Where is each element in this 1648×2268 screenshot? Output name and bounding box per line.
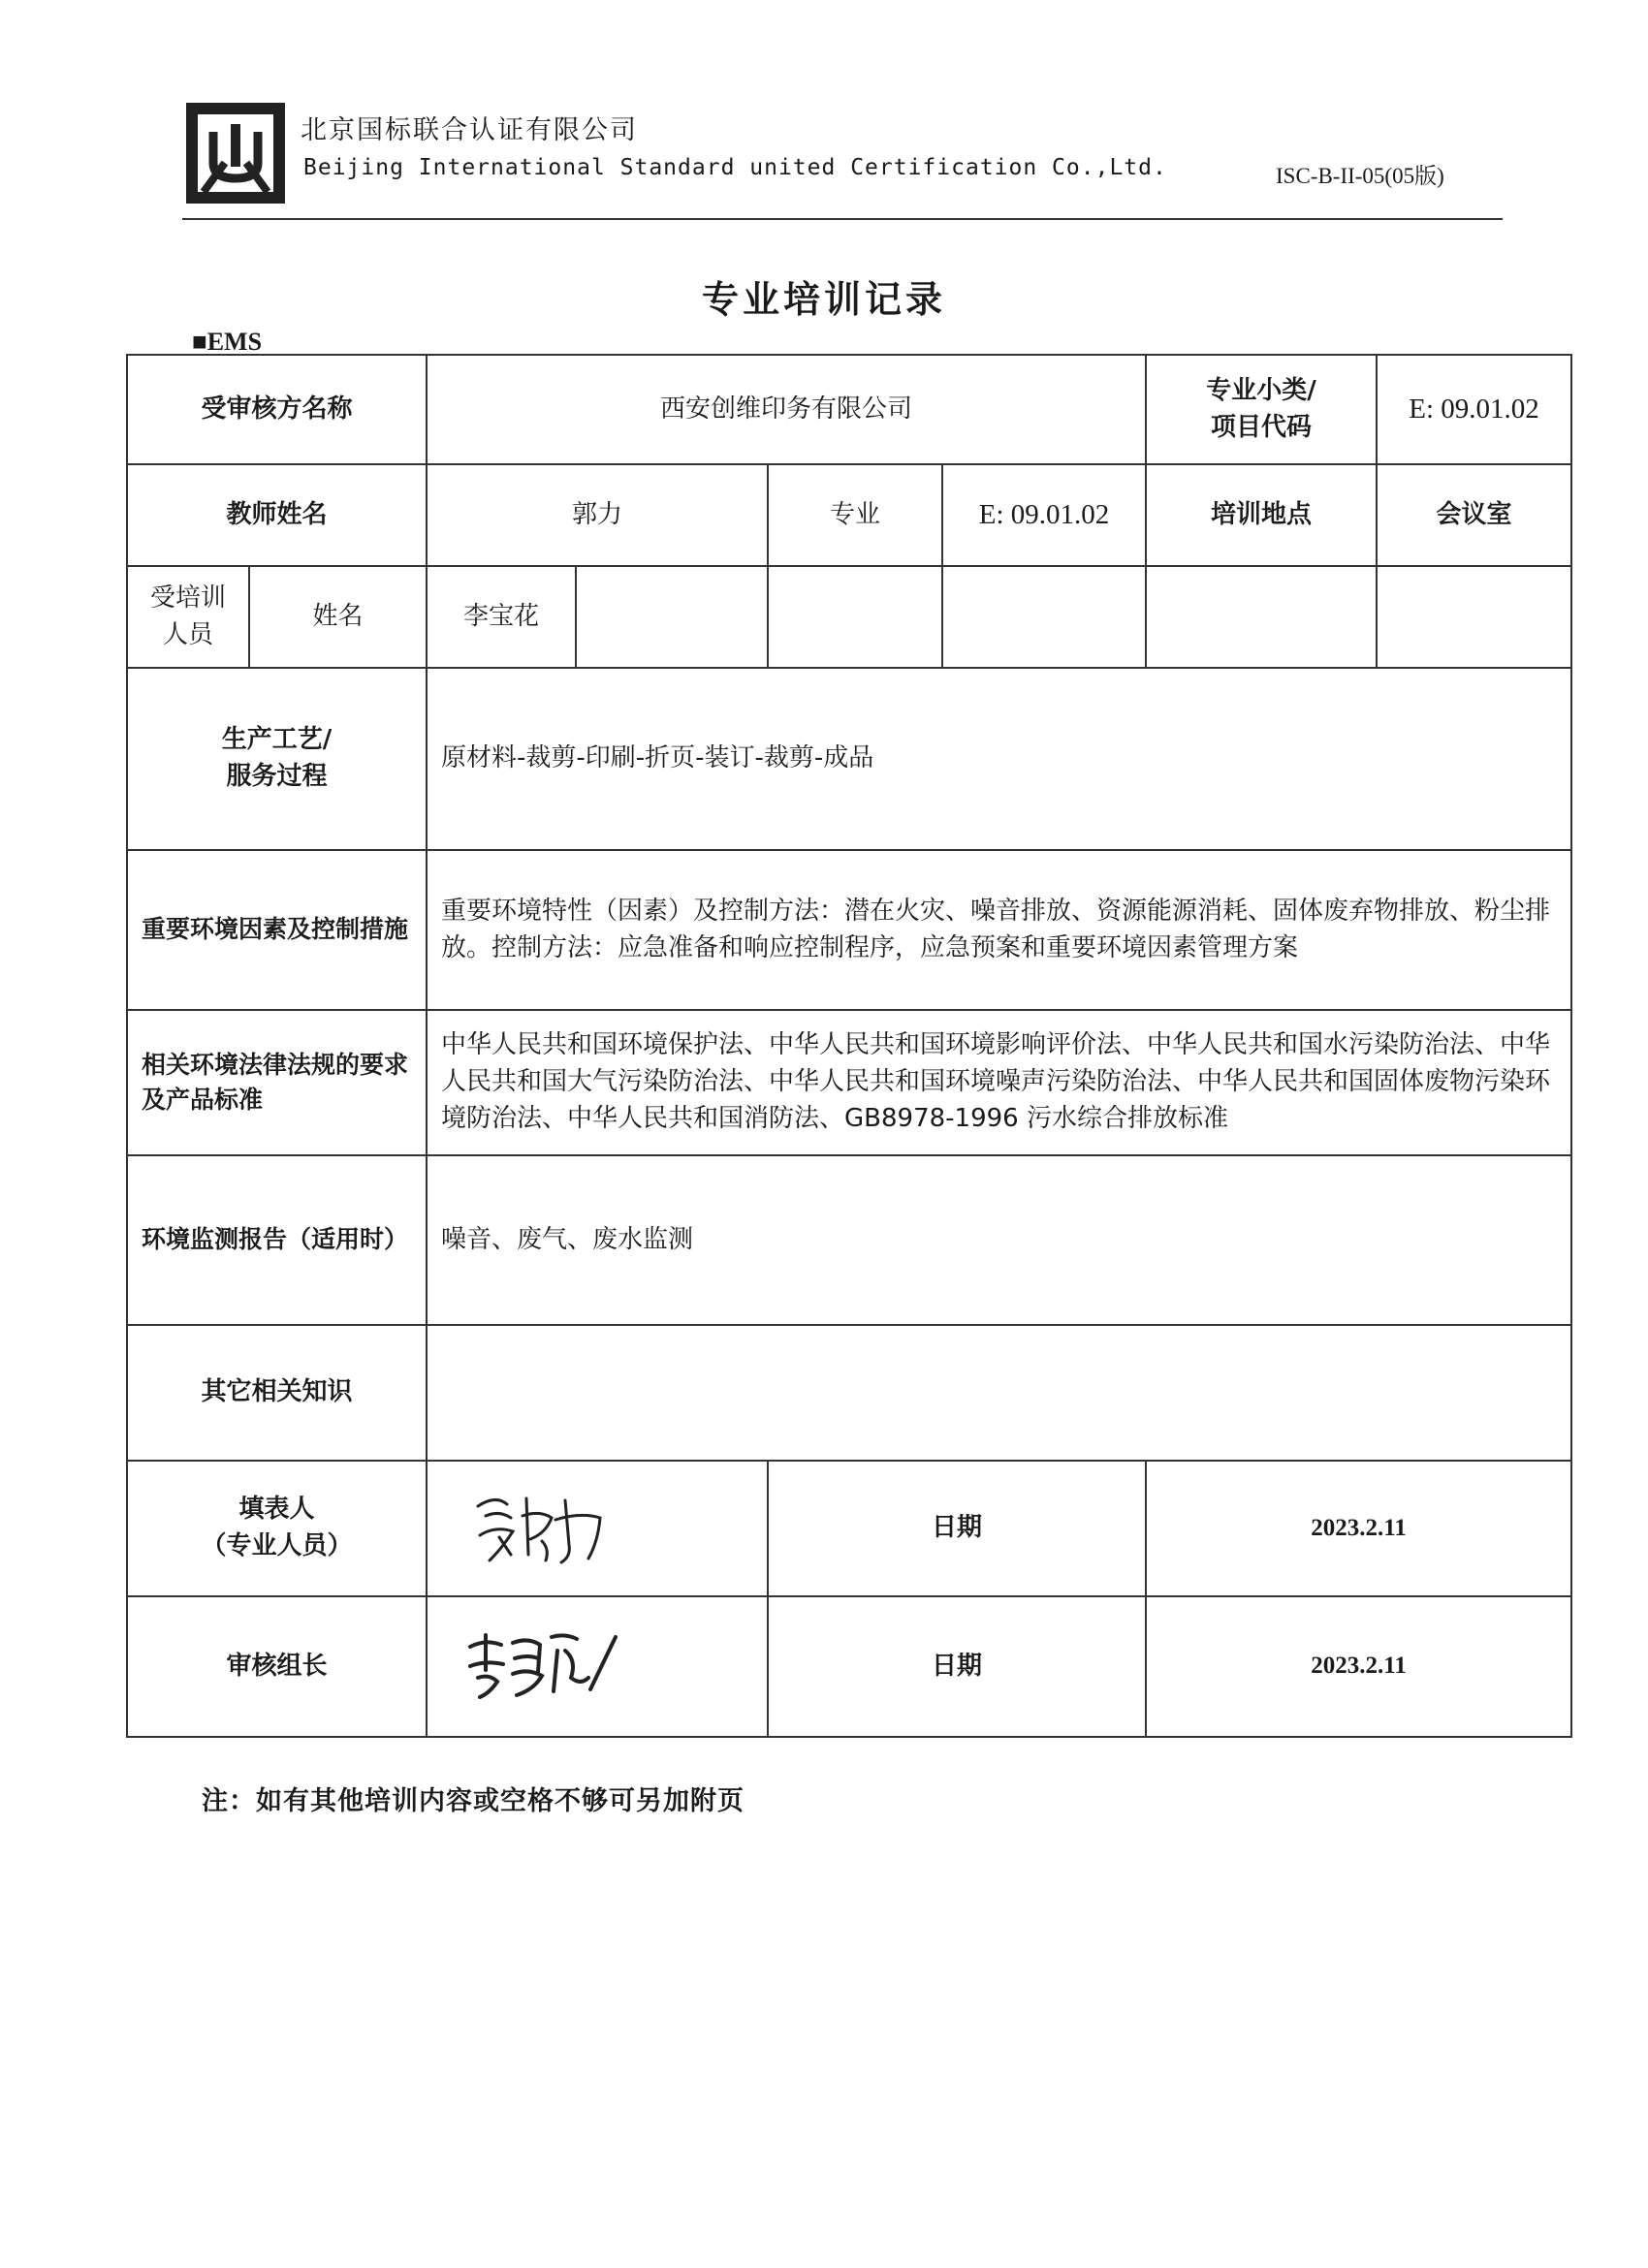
trainee-empty-cell bbox=[1377, 566, 1571, 668]
table-row bbox=[127, 1010, 1571, 1155]
trainee-empty-cell bbox=[942, 566, 1146, 668]
filler-label-line2: （专业人员） bbox=[201, 1531, 353, 1560]
trainee-label-line1: 受培训 bbox=[149, 583, 226, 613]
org-name-cn: 北京国标联合认证有限公司 bbox=[301, 115, 638, 145]
page-title: 专业培训记录 bbox=[701, 278, 946, 321]
name-label: 姓名 bbox=[249, 566, 427, 668]
handwritten-signature bbox=[457, 1618, 621, 1705]
process-label-line1: 生产工艺/ bbox=[221, 725, 333, 755]
leader-signature-cell bbox=[427, 1596, 768, 1737]
table-row bbox=[127, 355, 1571, 464]
trainee-empty-cell bbox=[1146, 566, 1377, 668]
other-value bbox=[427, 1325, 1571, 1461]
table-row bbox=[127, 1596, 1571, 1737]
trainee-empty-cell bbox=[768, 566, 942, 668]
filler-label-line1: 填表人 bbox=[238, 1495, 315, 1525]
subcategory-label-line1: 专业小类/ bbox=[1206, 375, 1316, 405]
location-label: 培训地点 bbox=[1146, 464, 1377, 566]
filler-label bbox=[127, 1461, 427, 1596]
system-tag: ■EMS bbox=[192, 328, 263, 356]
footnote: 注：如有其他培训内容或空格不够可另加附页 bbox=[202, 1786, 745, 1816]
form-code: ISC-B-II-05(05版) bbox=[1276, 164, 1444, 188]
subcategory-value: E: 09.01.02 bbox=[1377, 355, 1571, 464]
trainee-label bbox=[127, 566, 249, 668]
location-value: 会议室 bbox=[1377, 464, 1571, 566]
process-label-line2: 服务过程 bbox=[226, 762, 328, 791]
laws-value: 中华人民共和国环境保护法、中华人民共和国环境影响评价法、中华人民共和国水污染防治法、中华人民共和国大气污染防治法、中华人民共和国环境噪声污染防治法、中华人民共和国固体废物污染环境防治法、中华人民共和国消防法、GB8978-1996 污水综合排放标准 bbox=[427, 1010, 1571, 1155]
auditee-label: 受审核方名称 bbox=[127, 355, 427, 464]
laws-label: 相关环境法律法规的要求及产品标准 bbox=[127, 1010, 427, 1155]
process-label bbox=[127, 668, 427, 850]
subcategory-label bbox=[1146, 355, 1377, 464]
table-row bbox=[127, 1461, 1571, 1596]
date-label: 日期 bbox=[768, 1596, 1146, 1737]
filler-date: 2023.2.11 bbox=[1146, 1461, 1571, 1596]
teacher-value: 郭力 bbox=[427, 464, 768, 566]
major-label: 专业 bbox=[768, 464, 942, 566]
header-divider bbox=[182, 218, 1503, 220]
trainee-label-line2: 人员 bbox=[162, 619, 213, 649]
leader-date: 2023.2.11 bbox=[1146, 1596, 1571, 1737]
org-name-en: Beijing International Standard united Certification Co.,Ltd. bbox=[303, 155, 1167, 180]
isc-logo-icon bbox=[186, 103, 285, 204]
table-row bbox=[127, 850, 1571, 1010]
env-factor-label: 重要环境因素及控制措施 bbox=[127, 850, 427, 1010]
trainee-value: 李宝花 bbox=[427, 566, 576, 668]
training-record-table bbox=[126, 354, 1572, 1738]
table-row bbox=[127, 464, 1571, 566]
handwritten-signature bbox=[457, 1477, 621, 1569]
monitoring-value: 噪音、废气、废水监测 bbox=[427, 1155, 1571, 1325]
monitoring-label: 环境监测报告（适用时） bbox=[127, 1155, 427, 1325]
process-value: 原材料-裁剪-印刷-折页-装订-裁剪-成品 bbox=[427, 668, 1571, 850]
env-factor-value: 重要环境特性（因素）及控制方法：潜在火灾、噪音排放、资源能源消耗、固体废弃物排放、粉尘排放。控制方法：应急准备和响应控制程序，应急预案和重要环境因素管理方案 bbox=[427, 850, 1571, 1010]
trainee-empty-cell bbox=[576, 566, 768, 668]
major-value: E: 09.01.02 bbox=[942, 464, 1146, 566]
auditee-value: 西安创维印务有限公司 bbox=[427, 355, 1146, 464]
leader-label: 审核组长 bbox=[127, 1596, 427, 1737]
other-label: 其它相关知识 bbox=[127, 1325, 427, 1461]
date-label: 日期 bbox=[768, 1461, 1146, 1596]
table-row bbox=[127, 1155, 1571, 1325]
table-row bbox=[127, 668, 1571, 850]
teacher-label: 教师姓名 bbox=[127, 464, 427, 566]
filler-signature-cell bbox=[427, 1461, 768, 1596]
table-row bbox=[127, 566, 1571, 668]
subcategory-label-line2: 项目代码 bbox=[1211, 412, 1313, 442]
table-row bbox=[127, 1325, 1571, 1461]
